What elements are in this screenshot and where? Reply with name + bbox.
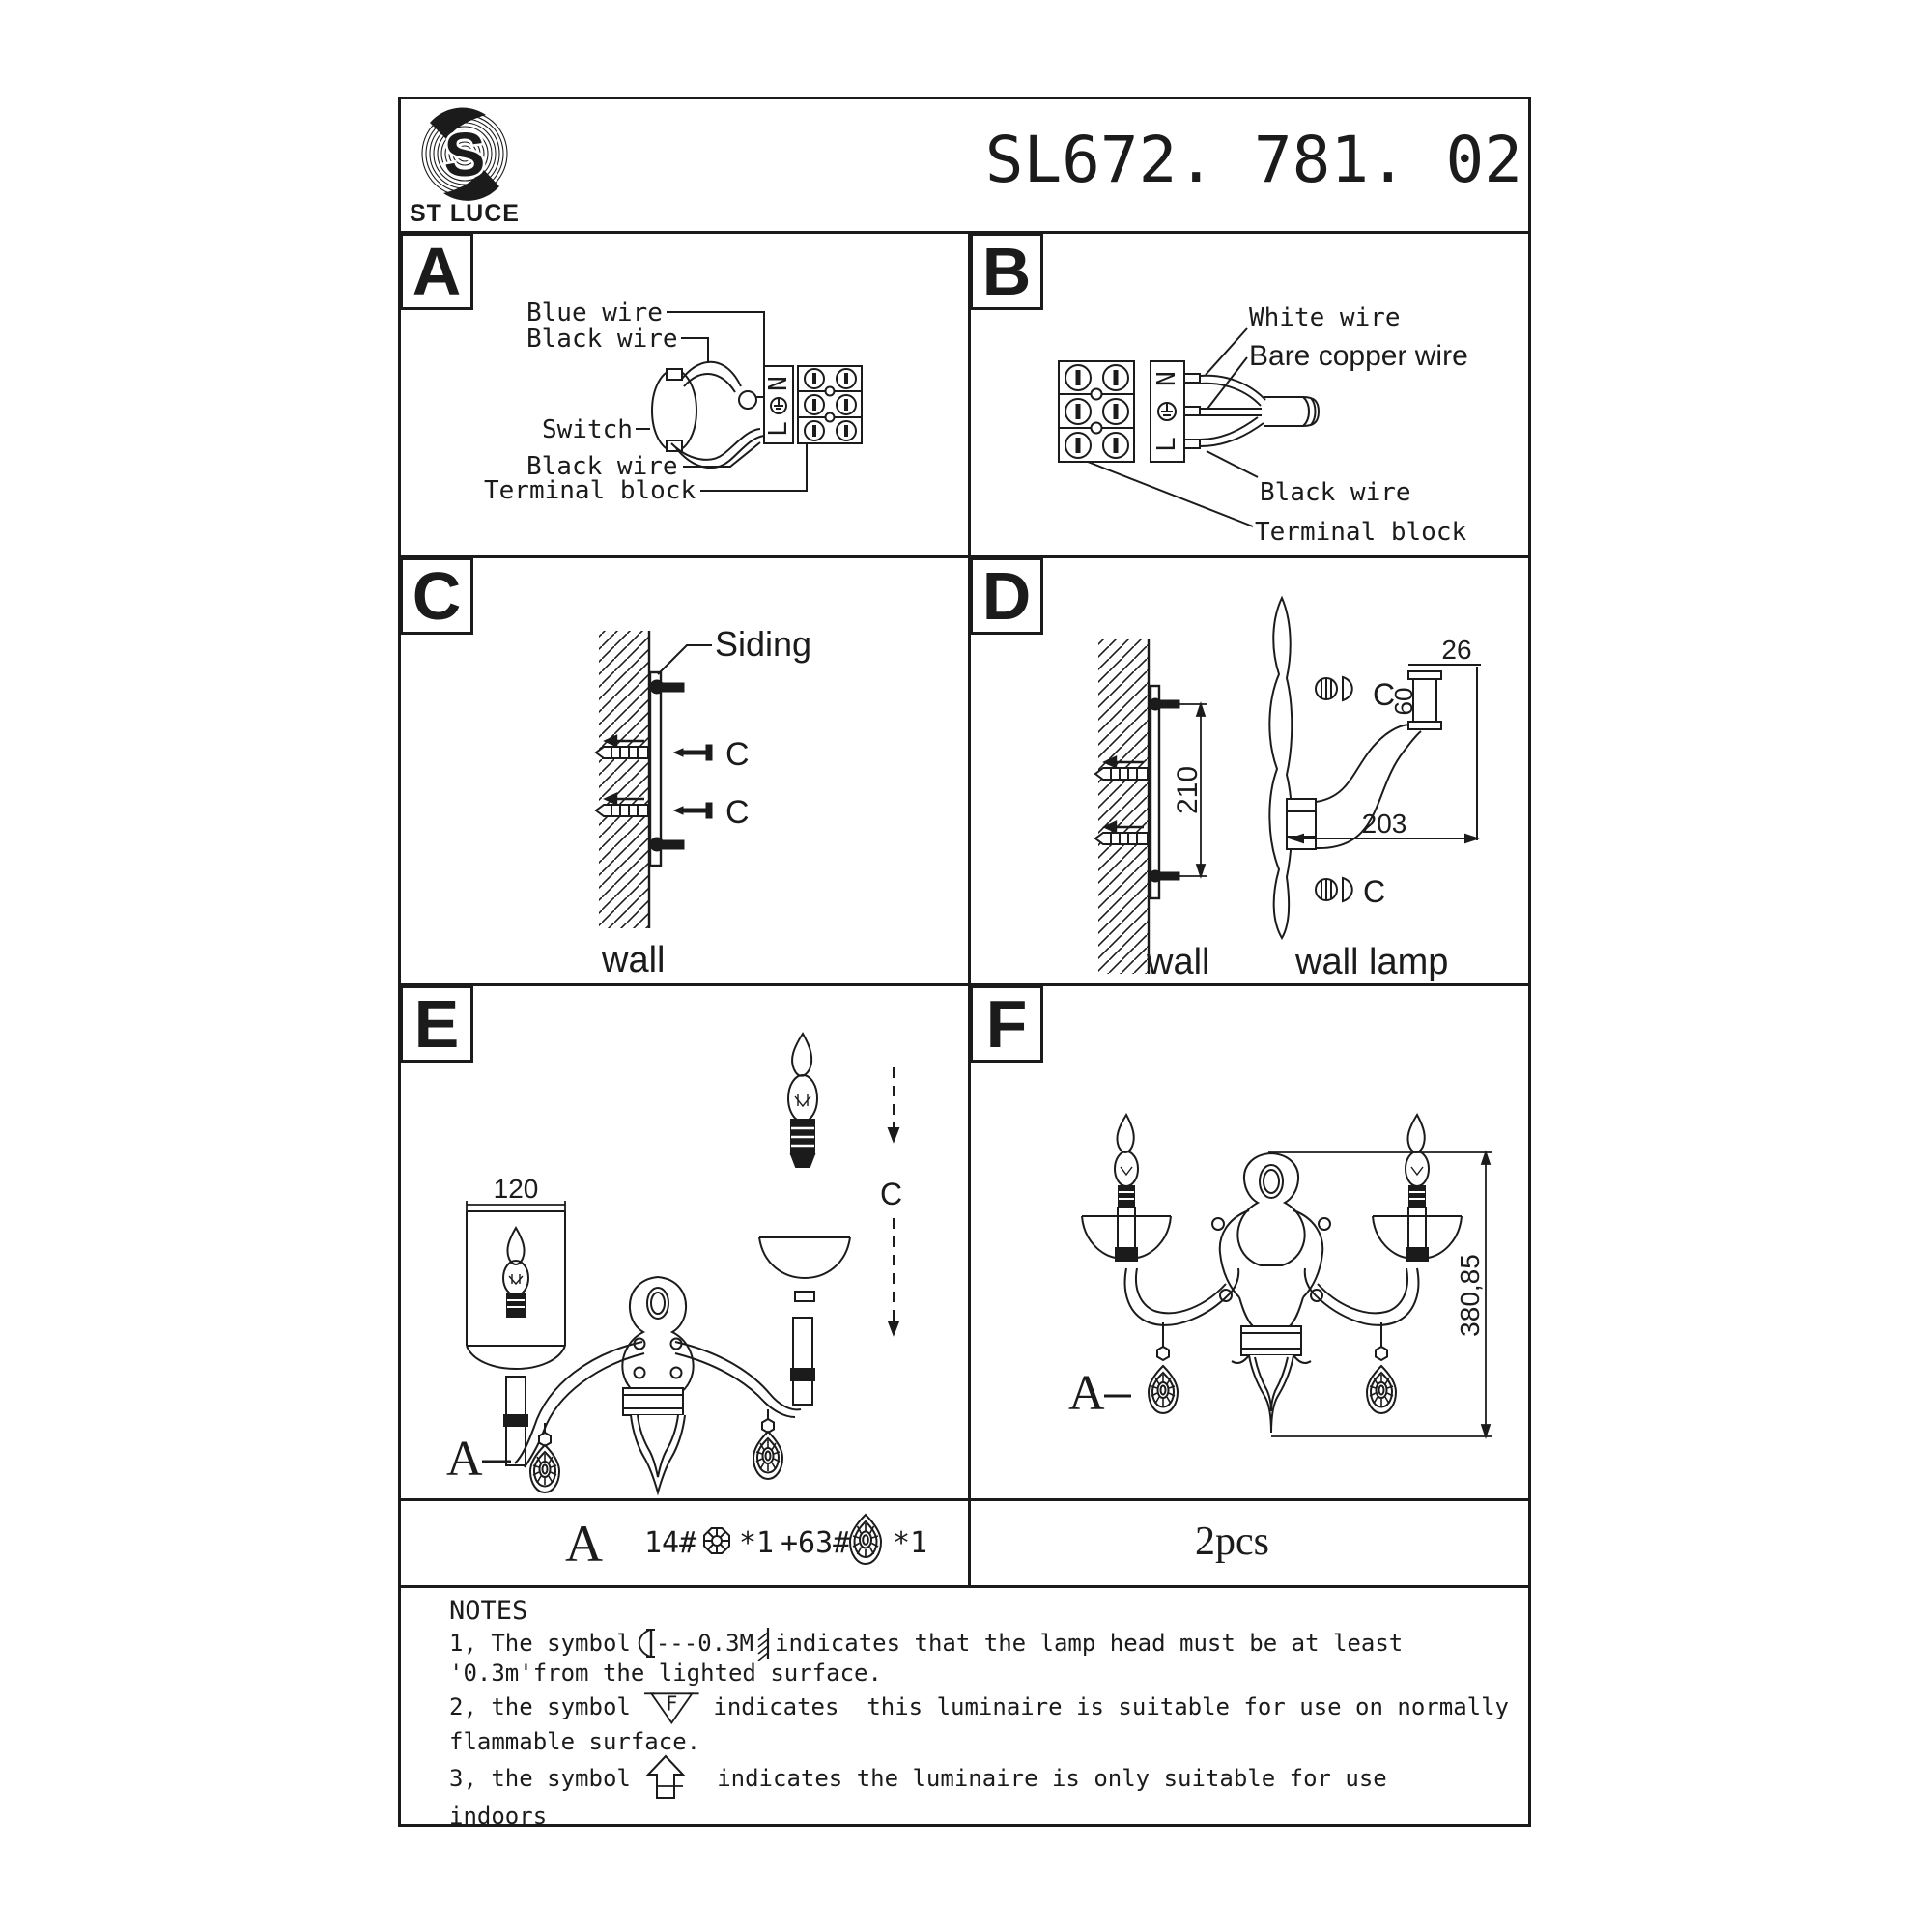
cable-end [1264,397,1319,426]
indoor-use-icon [644,1753,689,1804]
screw-rotate-symbol: C [880,1177,903,1211]
panel-d-diagram [971,558,1528,983]
lamp-arms [1125,1268,1419,1325]
panel-f [971,986,1528,1498]
strip-letter-l: L [764,421,793,437]
parts-quantity: 2pcs [1195,1520,1269,1564]
part-ref-a: A [1068,1366,1105,1421]
label-siding: Siding [715,624,812,664]
svg-text:S: S [443,120,486,189]
label-white-wire: White wire [1249,303,1401,332]
parts-ref-a: A [565,1515,603,1573]
panel-c-diagram [401,558,968,983]
parts-cell [401,1501,971,1585]
label-terminal-block: Terminal block [484,476,696,505]
label-terminal-block: Terminal block [1255,518,1467,547]
header [401,99,1528,234]
panel-c [401,558,971,983]
dim-120: 120 [493,1174,539,1204]
crystal-pendant [753,1409,782,1479]
crystal-pendant [530,1423,559,1492]
parts-item2-qty: *1 [893,1526,928,1560]
leader-black-wire-top [681,338,708,363]
screw-rotate-symbol: C [1373,677,1396,712]
dim-380-85: 380,85 [1455,1254,1485,1337]
note-line-4: flammable surface. [449,1727,701,1755]
notes-section [401,1588,1528,1830]
panel-a-label: A [400,233,473,310]
label-switch: Switch [542,415,633,444]
leader-white-wire [1206,328,1247,375]
glass-shade [467,1211,565,1369]
arm-curve-outer [1316,724,1417,802]
candle-bulb [503,1228,528,1317]
dim-203: 203 [1361,809,1407,838]
brand-name: ST LUCE [410,200,520,227]
panel-b [971,234,1528,555]
dim-60: 60 [1389,687,1418,716]
panel-a [401,234,971,555]
leader-terminal-block [1088,462,1253,526]
parts-item1-qty: *1 [739,1526,775,1560]
label-black-wire-bottom: Black wire [526,452,678,481]
terminal-block [798,366,862,443]
manual-page [398,97,1531,1830]
note-line-1: 1, The symbol ---0.3M indicates that the lamp head must be at least [449,1627,1509,1659]
backplate [622,1277,693,1492]
leader-siding [658,645,712,674]
parts-row [401,1501,1528,1588]
strip-letter-l: L [1152,437,1181,452]
panel-b-label: B [970,233,1043,310]
panel-d-label: D [970,557,1043,635]
row-cd [401,558,1528,986]
shade-bowl [759,1237,850,1301]
label-blue-wire: Blue wire [526,298,663,327]
notes-text [449,1594,1509,1830]
label-wall-lamp: wall lamp [1295,942,1449,982]
crystal-pendant [1367,1322,1396,1413]
label-bare-copper-wire: Bare copper wire [1249,340,1468,372]
panel-e-diagram [401,986,968,1498]
backplate-profile [1269,598,1292,938]
panel-f-diagram [971,986,1528,1498]
crystal-teardrop-icon [850,1515,881,1564]
panel-c-label: C [400,557,473,635]
wall-hatching [1098,639,1149,974]
dim-210: 210 [1172,765,1204,815]
note-line-2: '0.3m'from the lighted surface. [449,1659,882,1687]
siding-bracket [1151,686,1159,898]
screw-rotate-symbol: C [725,736,750,773]
panel-b-diagram [971,234,1528,555]
parts-qty-cell [971,1501,1528,1585]
screw-rotate-symbol: C [725,794,750,831]
label-wall: wall [1147,942,1210,982]
model-number: SL672. 781. 02 [984,123,1522,197]
lamp-head-icon [631,1627,656,1660]
leader-black-wire [1207,451,1258,477]
flammable-surface-icon [644,1686,699,1728]
siding-bracket [650,672,661,866]
part-ref-a: A [446,1432,483,1487]
svg-text:F: F [666,1691,678,1716]
terminal-block [1059,361,1134,462]
candle-bulb [788,1034,817,1167]
label-wall: wall [602,940,666,980]
screw-rotate-symbol: C [1363,874,1386,909]
note-line-3: 2, the symbol F indicates this luminaire is suitable for use on normally [449,1687,1509,1727]
dim-26: 26 [1441,635,1472,665]
label-black-wire-top: Black wire [526,325,678,354]
parts-item1-size: 14# [644,1526,697,1560]
strip-letter-n: N [1152,371,1181,386]
note-line-5: 3, the symbol indicates the luminaire is only suitable for use [449,1755,1509,1802]
strip-letter-n: N [764,376,793,391]
notes-title: NOTES [449,1595,528,1626]
lighted-surface-icon [753,1626,775,1661]
candle-assembly [1082,1115,1171,1261]
parts-item2-size: +63# [781,1526,851,1560]
label-black-wire: Black wire [1260,478,1411,507]
panel-e [401,986,971,1498]
panel-d [971,558,1528,983]
wall-hatching [599,631,649,928]
wire-curves [1200,376,1265,446]
crystal-octagon-icon [704,1528,729,1553]
crystal-pendant [1149,1322,1178,1413]
note-line-6: indoors [449,1802,548,1830]
candle-assembly [1373,1115,1462,1261]
panel-e-label: E [400,985,473,1063]
parts-list [401,1501,968,1585]
screw-icon [674,745,712,818]
panel-f-label: F [970,985,1043,1063]
panel-a-diagram [401,234,968,555]
row-ef [401,986,1528,1501]
row-ab [401,234,1528,558]
candle-sleeve [791,1318,814,1405]
knob-icon [1316,677,1352,901]
